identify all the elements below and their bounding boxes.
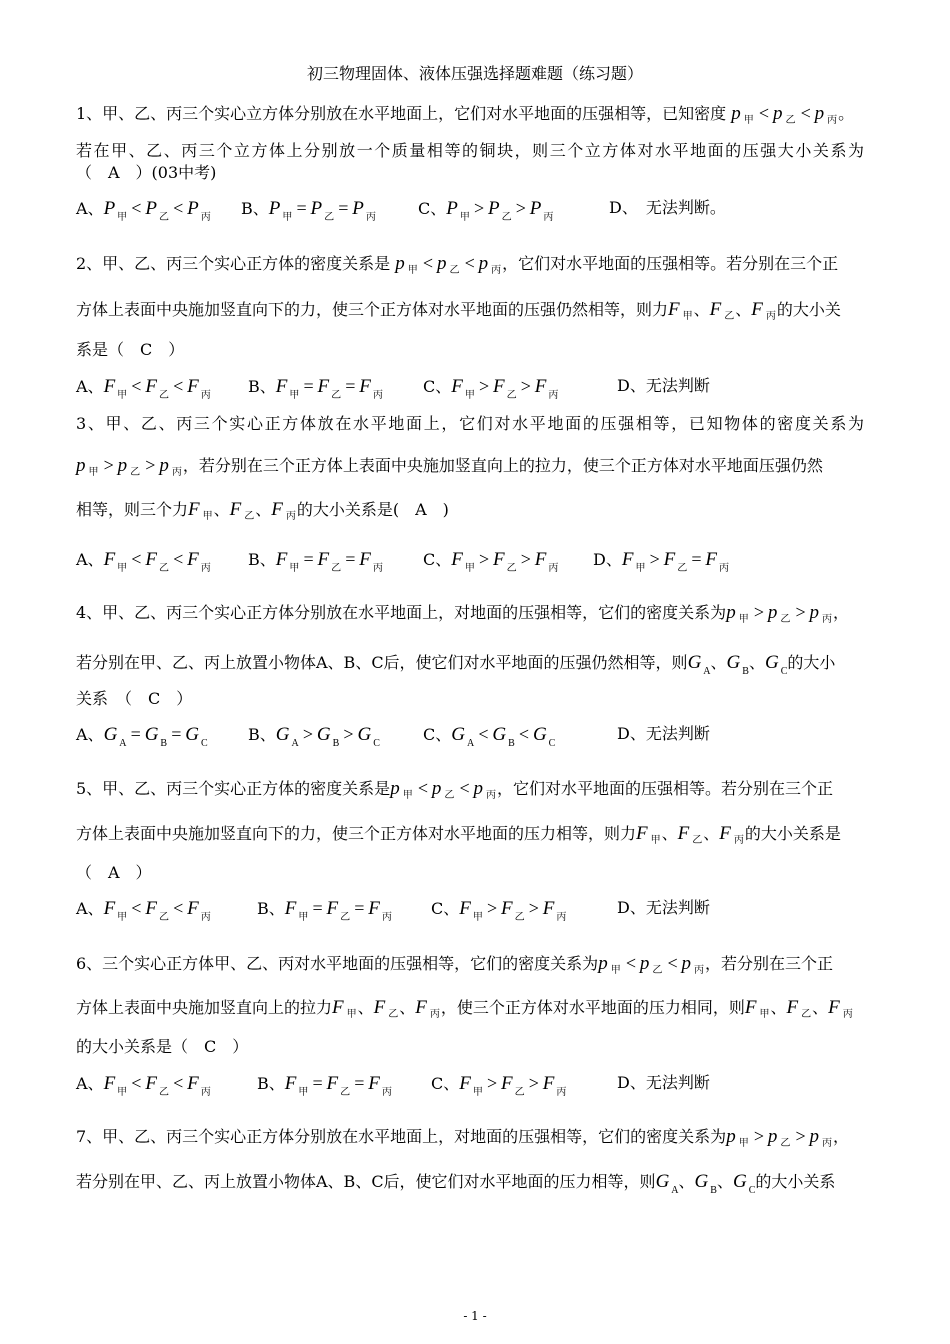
q1-text: 1、甲、乙、丙三个实心立方体分别放在水平地面上，它们对水平地面的压强相等，已知密度 [76, 104, 727, 123]
q6-density-relation: p $_甲$ < p $_乙$ < p $_丙$ [598, 953, 704, 976]
q1-option-b: B、P $_甲$ = P $_乙$ = P $_丙$ [241, 198, 376, 223]
q6-line-2: 方体上表面中央施加竖直向上的拉力F $_甲$、F $_乙$、F $_丙$，使三个正方体对水平地面的压力相同，则F $_甲$、F $_乙$、F $_丙$ [76, 997, 853, 1020]
q4-option-d: D、无法判断 [617, 724, 710, 743]
q5-line-1: 5、甲、乙、丙三个实心正方体的密度关系是p $_甲$ < p $_乙$ < p $_丙$，它们对水平地面的压强相等。若分别在三个正 [76, 778, 834, 801]
q5-option-a: A、F $_甲$ < F $_乙$ < F $_丙$ [76, 898, 211, 923]
document-title: 初三物理固体、液体压强选择题难题（练习题） [306, 64, 643, 83]
page-number: - 1 - [463, 1309, 487, 1323]
q5-option-c: C、F $_甲$ > F $_乙$ > F $_丙$ [431, 898, 567, 923]
q2-option-c: C、F $_甲$ > F $_乙$ > F $_丙$ [423, 376, 559, 401]
q1-density-relation: p $_甲$ < p $_乙$ < p $_丙$ [731, 103, 838, 126]
q5-line-2: 方体上表面中央施加竖直向下的力，使三个正方体对水平地面的压力相等，则力F $_甲$、F $_乙$、F $_丙$的大小关系是 [76, 823, 841, 846]
q5-density-relation: p $_甲$ < p $_乙$ < p $_丙$ [390, 778, 496, 801]
q2-option-b: B、F $_甲$ = F $_乙$ = F $_丙$ [248, 376, 383, 401]
q3-line-2: p $_甲$ > p $_乙$ > p $_丙$，若分别在三个正方体上表面中央施加竖直向上的拉力，使三个正方体对水平地面压强仍然 [76, 455, 823, 478]
q7-density-relation: p $_甲$ > p $_乙$ > p $_丙$ [726, 1126, 832, 1149]
q4-line-3: 关系 （ C ） [76, 689, 193, 708]
q6-line-3: 的大小关系是（ C ） [76, 1037, 249, 1056]
q3-option-c: C、F $_甲$ > F $_乙$ > F $_丙$ [423, 549, 559, 574]
q4-option-b: B、G $_A$ > G $_B$ > G $_C$ [248, 724, 380, 749]
q5-line-3: （ A ） [76, 863, 152, 882]
q4-option-a: A、G $_A$ = G $_B$ = G $_C$ [76, 724, 208, 749]
q2-line-3: 系是（ C ） [76, 340, 185, 359]
q3-option-a: A、F $_甲$ < F $_乙$ < F $_丙$ [76, 549, 211, 574]
q3-density-relation: p $_甲$ > p $_乙$ > p $_丙$ [76, 455, 182, 478]
q2-density-relation: p $_甲$ < p $_乙$ < p $_丙$ [395, 253, 502, 276]
q5-option-b: B、F $_甲$ = F $_乙$ = F $_丙$ [257, 898, 392, 923]
q1-option-a: A、P $_甲$ < P $_乙$ < P $_丙$ [76, 198, 211, 223]
q3-line-3: 相等，则三个力F $_甲$、F $_乙$、F $_丙$的大小关系是( A ) [76, 499, 449, 522]
q3-option-b: B、F $_甲$ = F $_乙$ = F $_丙$ [248, 549, 383, 574]
q1-option-d: D、 无法判断。 [609, 198, 726, 217]
q3-option-d: D、F $_甲$ > F $_乙$ = F $_丙$ [593, 549, 729, 574]
q5-option-d: D、无法判断 [617, 898, 710, 917]
q4-line-1: 4、甲、乙、丙三个实心正方体分别放在水平地面上，对地面的压强相等，它们的密度关系为p $_甲$ > p $_乙$ > p $_丙$， [76, 602, 850, 625]
q4-option-c: C、G $_A$ < G $_B$ < G $_C$ [423, 724, 556, 749]
q6-option-d: D、无法判断 [617, 1073, 710, 1092]
q1-line-1: 1、甲、乙、丙三个实心立方体分别放在水平地面上，它们对水平地面的压强相等，已知密度 p $_甲$ < p $_乙$ < p $_丙$。 [76, 103, 855, 126]
q1-option-c: C、P $_甲$ > P $_乙$ > P $_丙$ [418, 198, 554, 223]
q2-line-2: 方体上表面中央施加竖直向下的力，使三个正方体对水平地面的压强仍然相等，则力F $_甲$、F $_乙$、F $_丙$的大小关 [76, 299, 841, 322]
q2-line-1: 2、甲、乙、丙三个实心正方体的密度关系是 p $_甲$ < p $_乙$ < p $_丙$，它们对水平地面的压强相等。若分别在三个正 [76, 253, 839, 276]
q7-line-2: 若分别在甲、乙、丙上放置小物体A、B、C后，使它们对水平地面的压力相等，则G $_A$、G $_B$、G $_C$的大小关系 [76, 1171, 836, 1196]
q3-line-1: 3、甲、乙、丙三个实心正方体放在水平地面上，它们对水平地面的压强相等，已知物体的密度关系为 [76, 414, 864, 433]
q6-option-a: A、F $_甲$ < F $_乙$ < F $_丙$ [76, 1073, 211, 1098]
q6-option-b: B、F $_甲$ = F $_乙$ = F $_丙$ [257, 1073, 392, 1098]
q7-line-1: 7、甲、乙、丙三个实心正方体分别放在水平地面上，对地面的压强相等，它们的密度关系为p $_甲$ > p $_乙$ > p $_丙$， [76, 1126, 850, 1149]
q4-density-relation: p $_甲$ > p $_乙$ > p $_丙$ [726, 602, 832, 625]
q1-line-3: （ A ）(03中考) [76, 163, 217, 182]
q6-line-1: 6、三个实心正方体甲、乙、丙对水平地面的压强相等，它们的密度关系为p $_甲$ < p $_乙$ < p $_丙$，若分别在三个正 [76, 953, 834, 976]
q6-option-c: C、F $_甲$ > F $_乙$ > F $_丙$ [431, 1073, 567, 1098]
q2-option-a: A、F $_甲$ < F $_乙$ < F $_丙$ [76, 376, 211, 401]
q4-line-2: 若分别在甲、乙、丙上放置小物体A、B、C后，使它们对水平地面的压强仍然相等，则G $_A$、G $_B$、G $_C$的大小 [76, 652, 836, 677]
q1-line-2: 若在甲、乙、丙三个立方体上分别放一个质量相等的铜块，则三个立方体对水平地面的压强大小关系为 [76, 141, 864, 160]
q2-option-d: D、无法判断 [617, 376, 710, 395]
